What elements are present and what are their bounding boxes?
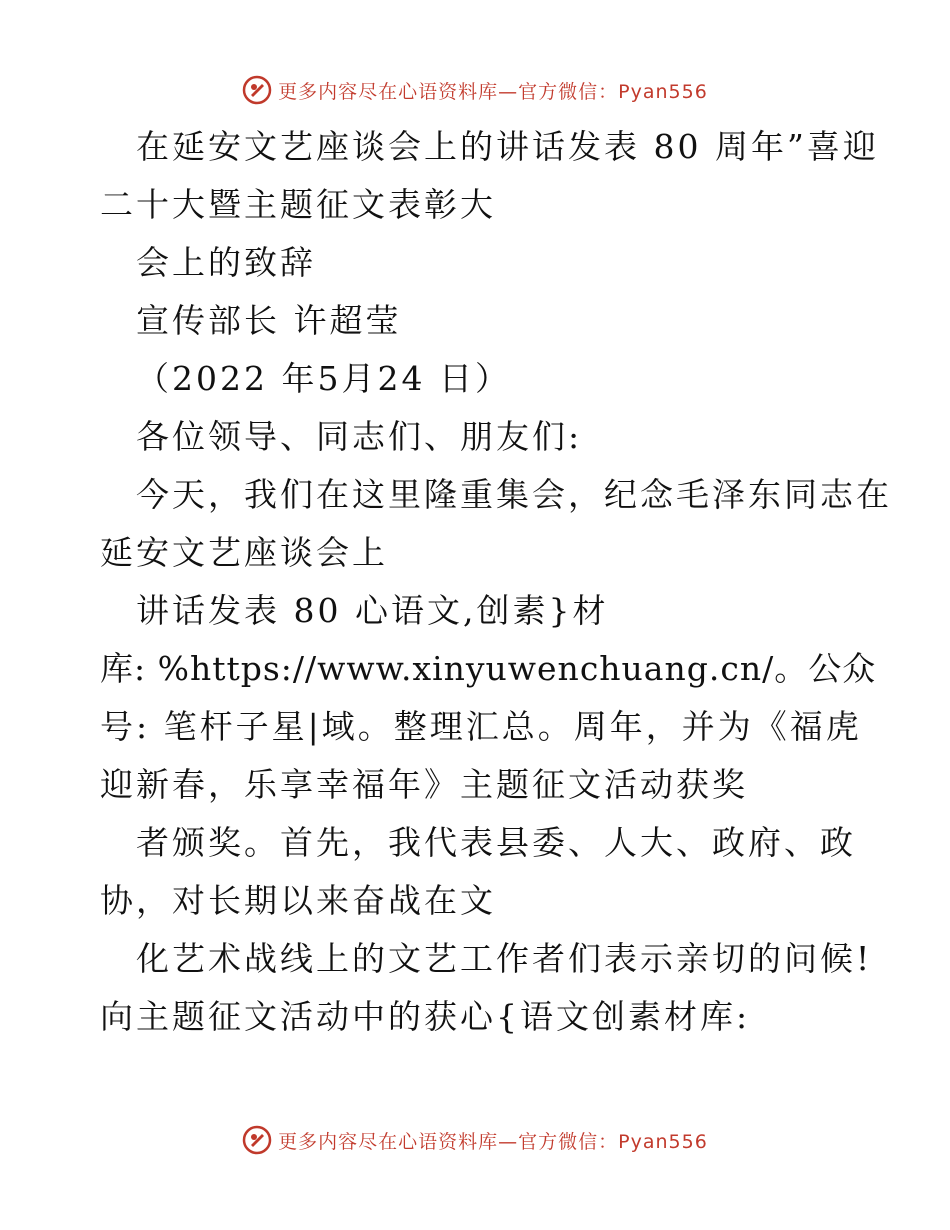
- text-line: 延安文艺座谈会上: [100, 533, 388, 572]
- text-line: 各位领导、同志们、朋友们:: [136, 417, 583, 456]
- text-line: 会上的致辞: [136, 243, 316, 282]
- text-line: 迎新春，乐享幸福年》主题征文活动获奖: [100, 765, 748, 804]
- text-line: 者颁奖。首先，我代表县委、人大、政府、政: [136, 823, 856, 862]
- text-line: 化艺术战线上的文艺工作者们表示亲切的问候!: [136, 939, 873, 978]
- watermark-content: [242, 75, 708, 105]
- text-line: 在延安文艺座谈会上的讲话发表 80 周年”喜迎: [136, 127, 879, 166]
- text-line: 讲话发表 80 心语文,创素}材: [136, 591, 609, 630]
- text-line: 号: 笔杆子星|域。整理汇总。周年，并为《福虎: [100, 707, 862, 746]
- text-line: 向主题征文活动中的获心{语文创素材库:: [100, 997, 751, 1036]
- text-line: 二十大暨主题征文表彰大: [100, 185, 496, 224]
- watermark-content: [242, 1125, 708, 1155]
- logo-icon: [242, 1125, 272, 1155]
- logo-icon: [242, 75, 272, 105]
- footer-watermark-banner: [0, 1120, 950, 1160]
- text-line: 今天，我们在这里隆重集会，纪念毛泽东同志在: [136, 475, 892, 514]
- document-body: [100, 118, 892, 1046]
- header-watermark-banner: [0, 70, 950, 110]
- text-line: 宣传部长 许超莹: [136, 301, 402, 340]
- watermark-text: 更多内容尽在心语资料库—官方微信：Pyan556: [278, 80, 708, 103]
- text-line: 库: %https://www.xinyuwenchuang.cn/。公众: [100, 649, 877, 688]
- text-line: 协，对长期以来奋战在文: [100, 881, 496, 920]
- watermark-text: 更多内容尽在心语资料库—官方微信：Pyan556: [278, 1130, 708, 1153]
- text-line: （2022 年5月24 日）: [136, 359, 511, 398]
